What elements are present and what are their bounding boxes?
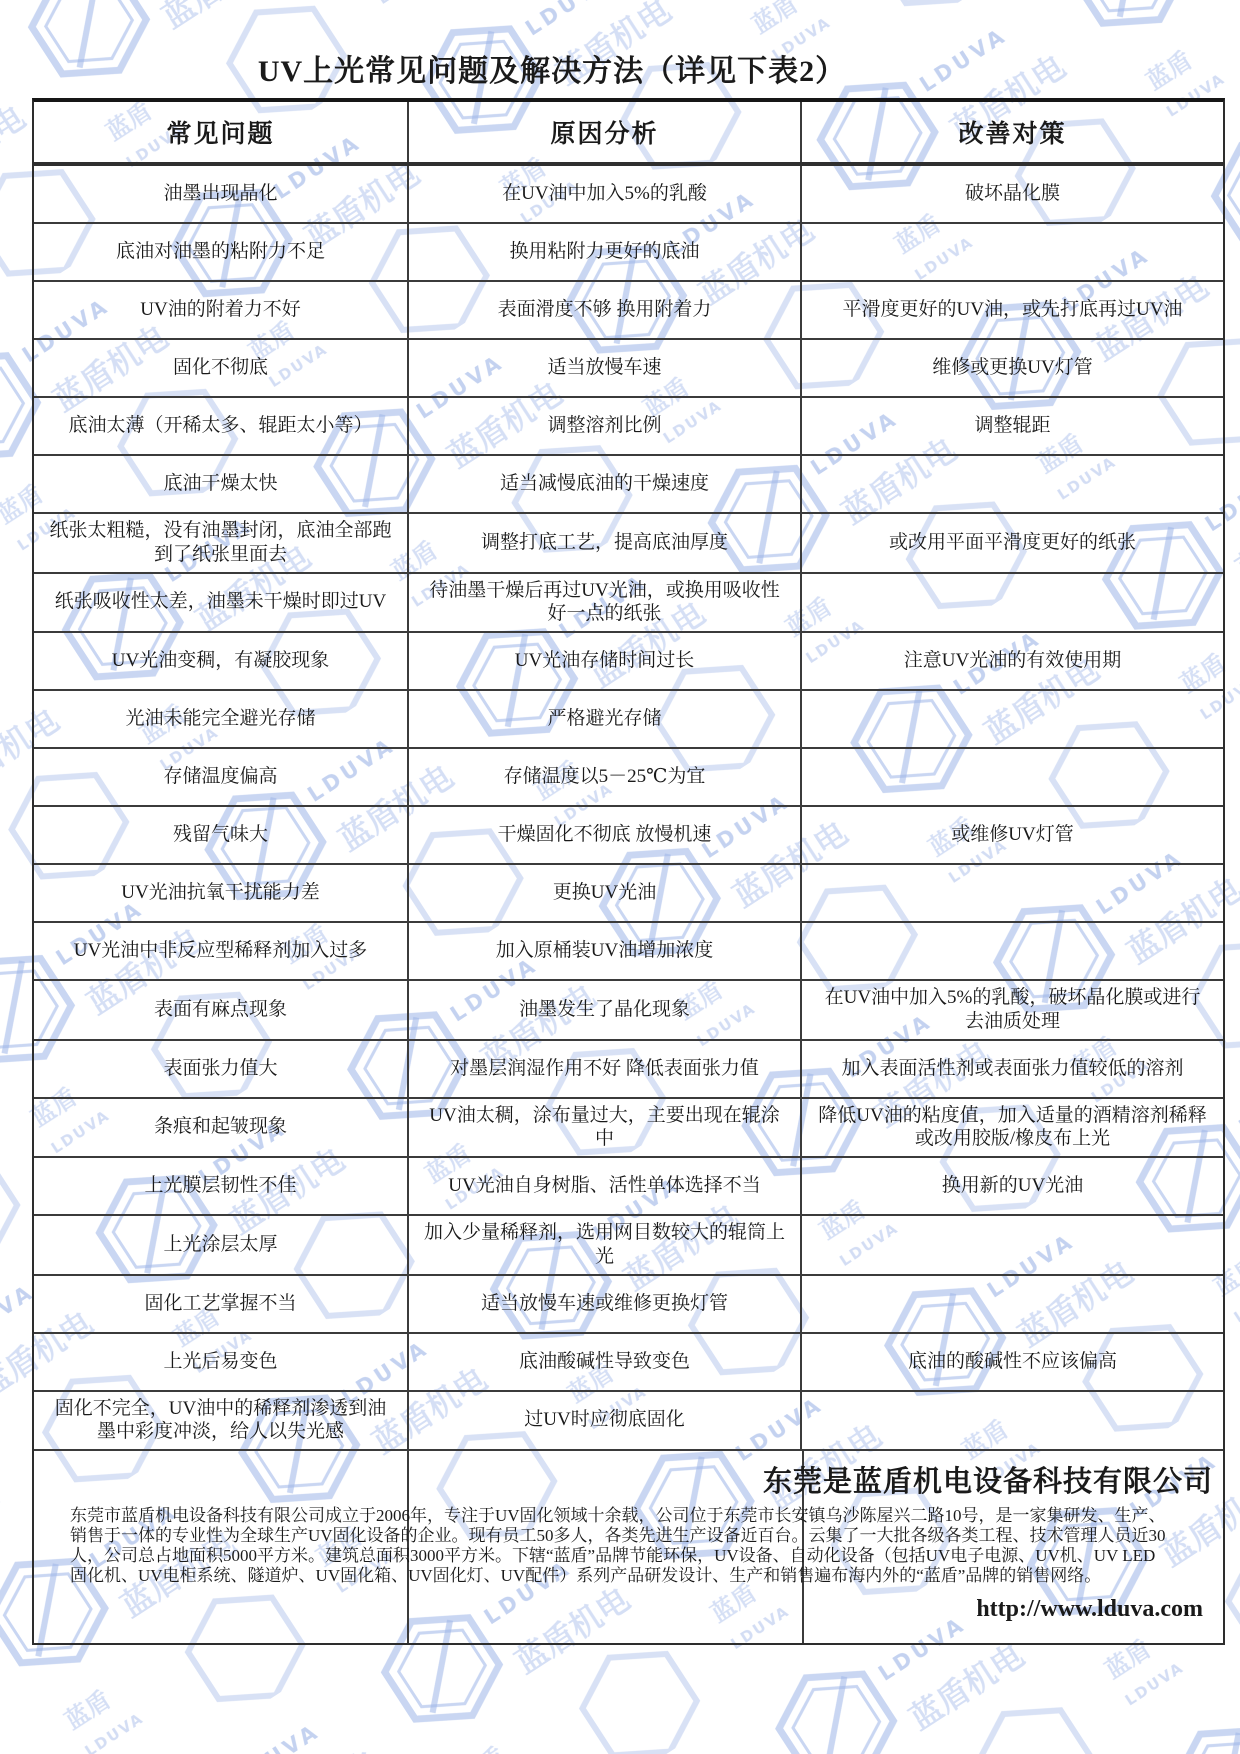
table-cell-problem: 条痕和起皱现象 (153, 1116, 287, 1138)
table-row (34, 514, 1223, 574)
header-cause-analysis: 原因分析 (407, 102, 800, 162)
table-row (34, 981, 1223, 1041)
table-cell-solution: 维修或更换UV灯管 (800, 340, 1223, 396)
table-row (34, 1276, 1223, 1334)
table-cell-cause: 对墨层润湿作用不好 降低表面张力值 (407, 1041, 800, 1097)
table-cell-problem: 上光涂层太厚 (163, 1233, 278, 1255)
table-cell-cause: 过UV时应彻底固化 (407, 1392, 800, 1450)
table-row (34, 923, 1223, 981)
table-cell-problem: 底油对油墨的粘附力不足 (115, 241, 325, 263)
table-cell-solution (800, 923, 1223, 979)
company-name: 东莞是蓝盾机电设备科技有限公司 (762, 1466, 1213, 1498)
table-cell-cause: 存储温度以5－25℃为宜 (407, 749, 800, 805)
table-cell-solution (800, 1216, 1223, 1274)
table-cell-solution: 破坏晶化膜 (800, 166, 1223, 222)
table-cell-cause: 待油墨干燥后再过UV光油，或换用吸收性好一点的纸张 (407, 574, 800, 632)
table-cell-problem: UV光油变稠，有凝胶现象 (111, 650, 330, 672)
table-cell-cause: 底油酸碱性导致变色 (407, 1334, 800, 1390)
table-cell-cause: 表面滑度不够 换用附着力 (407, 282, 800, 338)
table-header-row (34, 102, 1223, 166)
table-row (34, 166, 1223, 224)
table-cell-problem: 纸张吸收性太差，油墨未干燥时即过UV (54, 591, 387, 613)
company-description: 东莞市蓝盾机电设备科技有限公司成立于2006年，专注于UV固化领域十余载，公司位于东莞市长安镇乌沙陈屋兴二路10号，是一家集研发、生产、销售于一体的专业性为全球生产UV固化设备的企业。现有员工50多人，各类先进生产设备近百台。云集了一大批各级各类工程、技术管理人员近30人，公司总占地面积5000平方米。建筑总面积3000平方米。下辖“蓝盾”品牌节能环保，UV设备、自动化设备（包括UV电子电源、UV机、UV LED固化机、UV电柜系统、隧道炉、UV固化箱、UV固化灯、UV配件）系列产品研发设计、生产和销售遍布海内外的“蓝盾”品牌的销售网络。 (70, 1506, 1166, 1586)
table-row (34, 1158, 1223, 1216)
table-cell-solution: 调整辊距 (800, 398, 1223, 454)
table-cell-cause: 严格避光存储 (407, 691, 800, 747)
table-cell-problem: UV油的附着力不好 (140, 299, 301, 321)
table-cell-solution (800, 691, 1223, 747)
table-row (34, 1099, 1223, 1159)
table-row (34, 1392, 1223, 1452)
table-cell-cause: 加入原桶装UV油增加浓度 (407, 923, 800, 979)
table-cell-problem: 底油干燥太快 (163, 473, 278, 495)
table-cell-solution (800, 456, 1223, 512)
table-cell-cause: 加入少量稀释剂，选用网目数较大的辊筒上光 (407, 1216, 800, 1274)
table-cell-problem: 底油太薄（开稀太多、辊距太小等） (68, 415, 373, 437)
page-title: UV上光常见问题及解决方法（详见下表2） (257, 55, 847, 88)
table-row (34, 574, 1223, 634)
table-cell-problem: 固化不彻底 (172, 357, 268, 379)
table-cell-problem: 纸张太粗糙，没有油墨封闭，底油全部跑到了纸张里面去 (49, 520, 392, 565)
table-cell-solution: 底油的酸碱性不应该偏高 (800, 1334, 1223, 1390)
table-cell-problem: 固化不完全，UV油中的稀释剂渗透到油墨中彩度冲淡，给人以失光感 (54, 1397, 387, 1443)
table-cell-cause: 油墨发生了晶化现象 (407, 981, 800, 1039)
table-cell-problem: 上光后易变色 (163, 1350, 278, 1372)
table-row (34, 749, 1223, 807)
table-cell-solution (800, 1276, 1223, 1332)
table-cell-problem: UV光油中非反应型稀释剂加入过多 (73, 940, 368, 962)
table-row (34, 456, 1223, 514)
table-cell-solution: 在UV油中加入5%的乳酸，破坏晶化膜或进行去油质处理 (800, 981, 1223, 1039)
table-cell-solution: 平滑度更好的UV油，或先打底再过UV油 (800, 282, 1223, 338)
table-cell-solution: 换用新的UV光油 (800, 1158, 1223, 1214)
table-cell-cause: 干燥固化不彻底 放慢机速 (407, 807, 800, 863)
table-row (34, 224, 1223, 282)
table-cell-problem: 固化工艺掌握不当 (144, 1292, 297, 1314)
table-cell-solution: 或维修UV灯管 (800, 807, 1223, 863)
table-cell-cause: 适当放慢车速 (407, 340, 800, 396)
header-improvement-measure: 改善对策 (800, 102, 1223, 162)
table-cell-cause: 调整溶剂比例 (407, 398, 800, 454)
table-cell-problem: 光油未能完全避光存储 (125, 708, 316, 730)
table-row (34, 633, 1223, 691)
table-footer (34, 1451, 1223, 1643)
table-row (34, 691, 1223, 749)
table-row (34, 865, 1223, 923)
table-cell-problem: 上光膜层韧性不佳 (144, 1175, 297, 1197)
website-link[interactable]: http://www.lduva.com (976, 1596, 1203, 1623)
table-cell-solution (800, 865, 1223, 921)
table-cell-solution: 加入表面活性剂或表面张力值较低的溶剂 (800, 1041, 1223, 1097)
table-row (34, 340, 1223, 398)
table-cell-cause: 调整打底工艺，提高底油厚度 (407, 514, 800, 572)
table-row (34, 807, 1223, 865)
table-cell-problem: 表面有麻点现象 (153, 998, 287, 1020)
table-cell-cause: 适当减慢底油的干燥速度 (407, 456, 800, 512)
table-cell-solution (800, 574, 1223, 632)
table-cell-cause: 更换UV光油 (407, 865, 800, 921)
table-row (34, 1041, 1223, 1099)
table-cell-solution (800, 224, 1223, 280)
table-row (34, 1334, 1223, 1392)
table-cell-problem: UV光油抗氧干扰能力差 (121, 882, 320, 904)
table-cell-problem: 存储温度偏高 (163, 766, 278, 788)
table-body (34, 166, 1223, 1451)
table-cell-problem: 表面张力值大 (163, 1057, 278, 1079)
table-cell-problem: 油墨出现晶化 (163, 183, 278, 205)
table-row (34, 282, 1223, 340)
table-cell-solution (800, 749, 1223, 805)
table-row (34, 398, 1223, 456)
table-cell-cause: UV光油存储时间过长 (407, 633, 800, 689)
table-cell-cause: 在UV油中加入5%的乳酸 (407, 166, 800, 222)
table-cell-cause: 换用粘附力更好的底油 (407, 224, 800, 280)
table-cell-cause: UV光油自身树脂、活性单体选择不当 (407, 1158, 800, 1214)
table-cell-solution (800, 1392, 1223, 1450)
problems-table (32, 98, 1225, 1645)
table-row (34, 1216, 1223, 1276)
table-cell-solution: 降低UV油的粘度值，加入适量的酒精溶剂稀释或改用胶版/橡皮布上光 (800, 1099, 1223, 1157)
table-cell-cause: UV油太稠，涂布量过大，主要出现在辊涂中 (407, 1099, 800, 1157)
table-cell-cause: 适当放慢车速或维修更换灯管 (407, 1276, 800, 1332)
table-cell-problem: 残留气味大 (172, 824, 268, 846)
table-cell-solution: 或改用平面平滑度更好的纸张 (800, 514, 1223, 572)
header-common-problem: 常见问题 (166, 121, 275, 148)
table-cell-solution: 注意UV光油的有效使用期 (800, 633, 1223, 689)
